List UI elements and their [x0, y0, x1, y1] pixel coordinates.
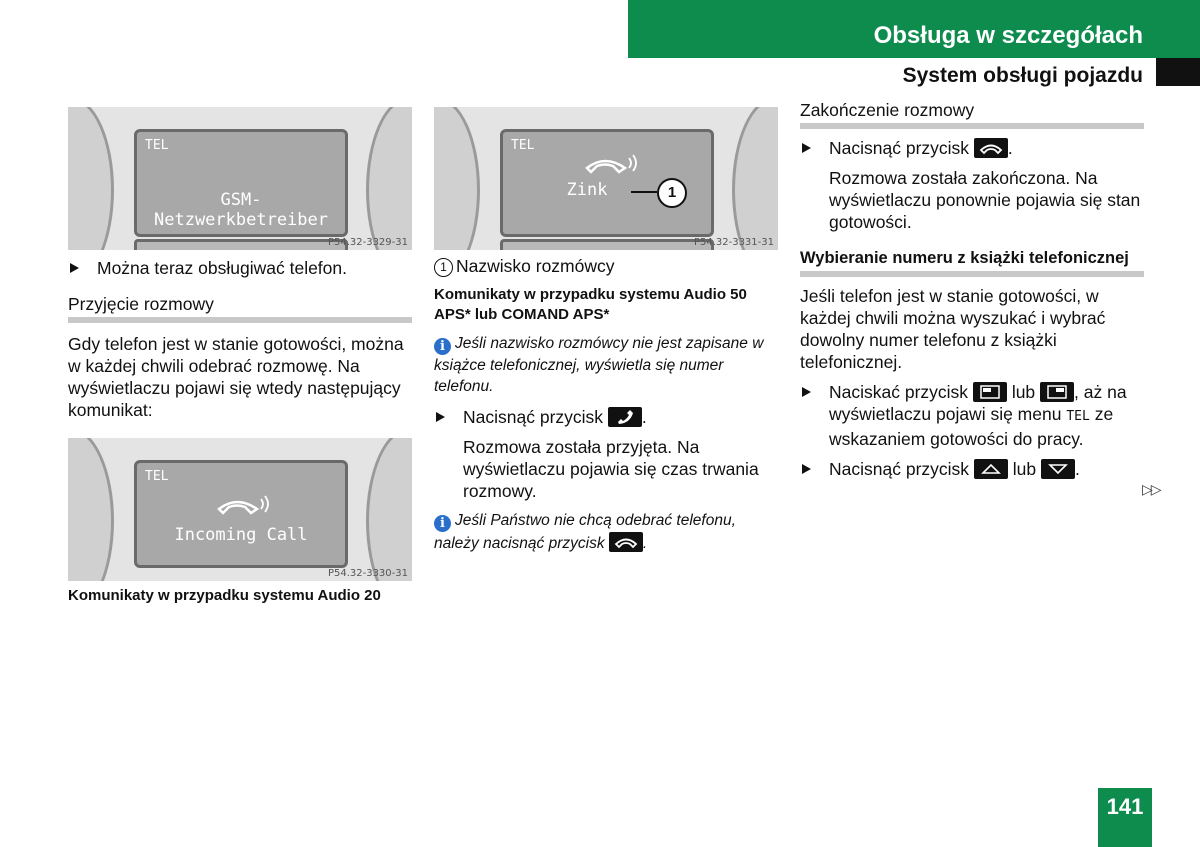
- phone-end-icon: [609, 532, 643, 552]
- bullet-end: .: [1007, 138, 1013, 158]
- section-title: Obsługa w szczegółach: [873, 22, 1143, 49]
- section-header-bar: [628, 0, 1200, 58]
- display-tel-label: TEL: [511, 138, 535, 153]
- gauge-right: [366, 438, 412, 581]
- bullet-press-scroll: [800, 458, 1144, 480]
- legend-number: 1: [434, 258, 453, 277]
- bullet-end: .: [1075, 459, 1080, 479]
- bullet-text: , aż na wyświetlaczu pojawi się menu: [829, 382, 1127, 424]
- bullet-press-menu: [800, 381, 1144, 450]
- paragraph-answer: Gdy telefon jest w stanie gotowości, można w każdej chwili odebrać rozmowę. Na wyświetlaczu pojawi się wtedy następujący komunikat:: [68, 334, 404, 420]
- gauge-left: [68, 438, 114, 581]
- menu-right-icon: [1040, 382, 1074, 402]
- result-accepted: Rozmowa została przyjęta. Na wyświetlaczu pojawia się czas trwania rozmowy.: [463, 437, 759, 501]
- column-1: [68, 107, 412, 606]
- display-screen: [134, 129, 348, 237]
- bullet-operate-phone: Można teraz obsługiwać telefon.: [68, 257, 412, 279]
- display-message: Incoming Call: [174, 525, 308, 545]
- bullet-text: Nacisnąć przycisk: [829, 459, 970, 479]
- info-note-number: [434, 333, 778, 397]
- bullet-text: Naciskać przycisk: [829, 382, 969, 402]
- callout-number: 1: [657, 178, 687, 208]
- gauge-left: [68, 107, 114, 250]
- display-tel-label: TEL: [145, 469, 169, 484]
- up-arrow-icon: [974, 459, 1008, 479]
- menu-tel-label: TEL: [1066, 409, 1090, 424]
- result-ended: Rozmowa została zakończona. Na wyświetlaczu ponownie pojawia się stan gotowości.: [829, 168, 1141, 232]
- header-marker: [1156, 58, 1200, 86]
- ringing-phone-icon: [215, 493, 275, 519]
- info-text: Jeśli Państwo nie chcą odebrać telefonu, należy nacisnąć przycisk: [434, 512, 736, 552]
- phone-end-icon: [974, 138, 1008, 158]
- info-note-reject: [434, 510, 778, 554]
- ringing-phone-icon: [583, 152, 643, 178]
- display-figure-caller: [434, 107, 778, 250]
- paragraph-phonebook: Jeśli telefon jest w stanie gotowości, w każdej chwili można wyszukać i wybrać dowolny numer telefonu z książki telefonicznej.: [800, 286, 1106, 372]
- info-end: .: [642, 535, 648, 552]
- bullet-text-or: lub: [1011, 382, 1036, 402]
- display-lower: [134, 239, 348, 250]
- display-lower: [500, 239, 714, 250]
- column-3: [800, 99, 1144, 480]
- gauge-right: [366, 107, 412, 250]
- display-caller-name: Zink: [566, 180, 608, 200]
- heading-end-call: Zakończenie rozmowy: [800, 99, 1144, 129]
- column-2: [434, 107, 778, 554]
- legend-caller-name: [434, 255, 778, 277]
- bullet-end: .: [641, 407, 647, 427]
- bullet-press-accept: [434, 406, 778, 428]
- gauge-right: [732, 107, 778, 250]
- bullet-text: Nacisnąć przycisk: [829, 138, 970, 158]
- heading-answer-call: Przyjęcie rozmowy: [68, 293, 412, 323]
- figure-code: P54.32-3329-31: [327, 237, 408, 248]
- caption-audio-50: Komunikaty w przypadku systemu Audio 50 APS* lub COMAND APS*: [434, 286, 747, 323]
- bullet-text-or: lub: [1012, 459, 1037, 479]
- heading-phonebook: Wybieranie numeru z książki telefonicznej: [800, 247, 1144, 277]
- display-message: GSM-Netzwerkbetreiber: [154, 190, 328, 230]
- phone-accept-icon: [608, 407, 642, 427]
- continue-arrows-icon: ▷▷: [1142, 481, 1160, 497]
- down-arrow-icon: [1041, 459, 1075, 479]
- legend-text: Nazwisko rozmówcy: [456, 256, 615, 276]
- bullet-press-end: [800, 137, 1144, 159]
- menu-left-icon: [973, 382, 1007, 402]
- display-screen: [134, 460, 348, 568]
- display-figure-network: [68, 107, 412, 250]
- info-icon: i: [434, 338, 451, 355]
- info-icon: i: [434, 515, 451, 532]
- figure-code: P54.32-3330-31: [327, 568, 408, 579]
- subsection-title: System obsługi pojazdu: [902, 64, 1143, 87]
- display-screen: [500, 129, 714, 237]
- info-text: Jeśli nazwisko rozmówcy nie jest zapisane w książce telefonicznej, wyświetla się numer telefonu.: [434, 335, 764, 395]
- bullet-text: ze wskazaniem gotowości do pracy.: [829, 404, 1114, 449]
- callout-line: [631, 191, 657, 193]
- figure-code: P54.32-3331-31: [693, 237, 774, 248]
- page-number: 141: [1098, 788, 1152, 847]
- display-figure-incoming: [68, 438, 412, 581]
- display-tel-label: TEL: [145, 138, 169, 153]
- gauge-left: [434, 107, 480, 250]
- caption-audio-20: Komunikaty w przypadku systemu Audio 20: [68, 587, 381, 604]
- bullet-text: Nacisnąć przycisk: [463, 407, 604, 427]
